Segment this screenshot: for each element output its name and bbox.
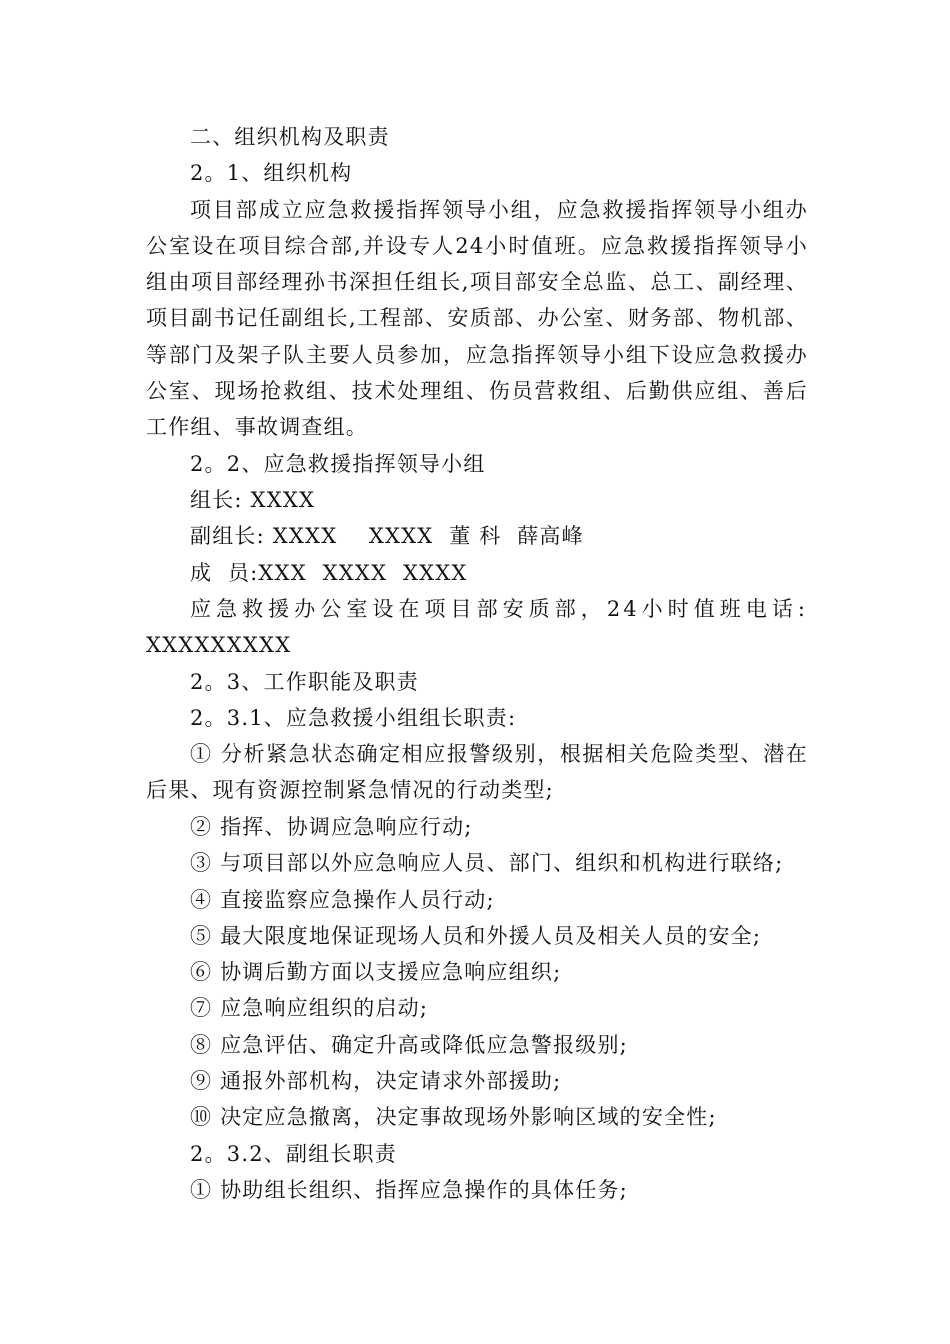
paragraph-line: 项目副书记任副组长,工程部、安质部、办公室、财务部、物机部、 xyxy=(146,306,808,330)
duty-item: ① 协助组长组织、指挥应急操作的具体任务; xyxy=(190,1178,628,1202)
duty-item: ⑩ 决定应急撤离，决定事故现场外影响区域的安全性; xyxy=(190,1105,717,1129)
duty-item: ⑦ 应急响应组织的启动; xyxy=(190,996,429,1020)
duty-item: ⑥ 协调后勤方面以支援应急响应组织; xyxy=(190,960,562,984)
section-title: 二、组织机构及职责 xyxy=(190,125,390,149)
subsection-heading: 2。2、应急救援指挥领导小组 xyxy=(190,452,486,476)
duty-item: ② 指挥、协调应急响应行动; xyxy=(190,815,473,839)
office-line: 应急救援办公室设在项目部安质部，24小时值班电话: xyxy=(190,597,808,621)
deputy-line: 副组长: XXXX XXXX 董 科 薛高峰 xyxy=(190,524,584,548)
paragraph-line: 组由项目部经理孙书深担任组长,项目部安全总监、总工、副经理、 xyxy=(146,270,808,294)
paragraph-line: 工作组、事故调查组。 xyxy=(146,415,368,439)
subsection-heading: 2。3.1、应急救援小组组长职责: xyxy=(190,706,517,730)
duty-item: ⑧ 应急评估、确定升高或降低应急警报级别; xyxy=(190,1033,628,1057)
paragraph-line: 公室设在项目综合部,并设专人24小时值班。应急救援指挥领导小 xyxy=(146,234,808,258)
leader-line: 组长: XXXX xyxy=(190,488,316,512)
paragraph-line: 公室、现场抢救组、技术处理组、伤员营救组、后勤供应组、善后 xyxy=(146,379,808,403)
paragraph-line: 等部门及架子队主要人员参加，应急指挥领导小组下设应急救援办 xyxy=(146,343,808,367)
office-phone: XXXXXXXXX xyxy=(146,633,292,657)
subsection-heading: 2。3、工作职能及职责 xyxy=(190,670,419,694)
paragraph-line: 项目部成立应急救援指挥领导小组，应急救援指挥领导小组办 xyxy=(190,198,808,222)
subsection-heading: 2。3.2、副组长职责 xyxy=(190,1142,397,1166)
duty-item: ④ 直接监察应急操作人员行动; xyxy=(190,888,495,912)
duty-item: 后果、现有资源控制紧急情况的行动类型; xyxy=(146,778,554,802)
duty-item: ③ 与项目部以外应急响应人员、部门、组织和机构进行联络; xyxy=(190,851,784,875)
duty-item: ⑨ 通报外部机构，决定请求外部援助; xyxy=(190,1069,562,1093)
members-line: 成 员:XXX XXXX XXXX xyxy=(190,561,468,585)
subsection-heading: 2。1、组织机构 xyxy=(190,161,353,185)
duty-item: ① 分析紧急状态确定相应报警级别，根据相关危险类型、潜在 xyxy=(190,742,808,766)
duty-item: ⑤ 最大限度地保证现场人员和外援人员及相关人员的安全; xyxy=(190,924,762,948)
